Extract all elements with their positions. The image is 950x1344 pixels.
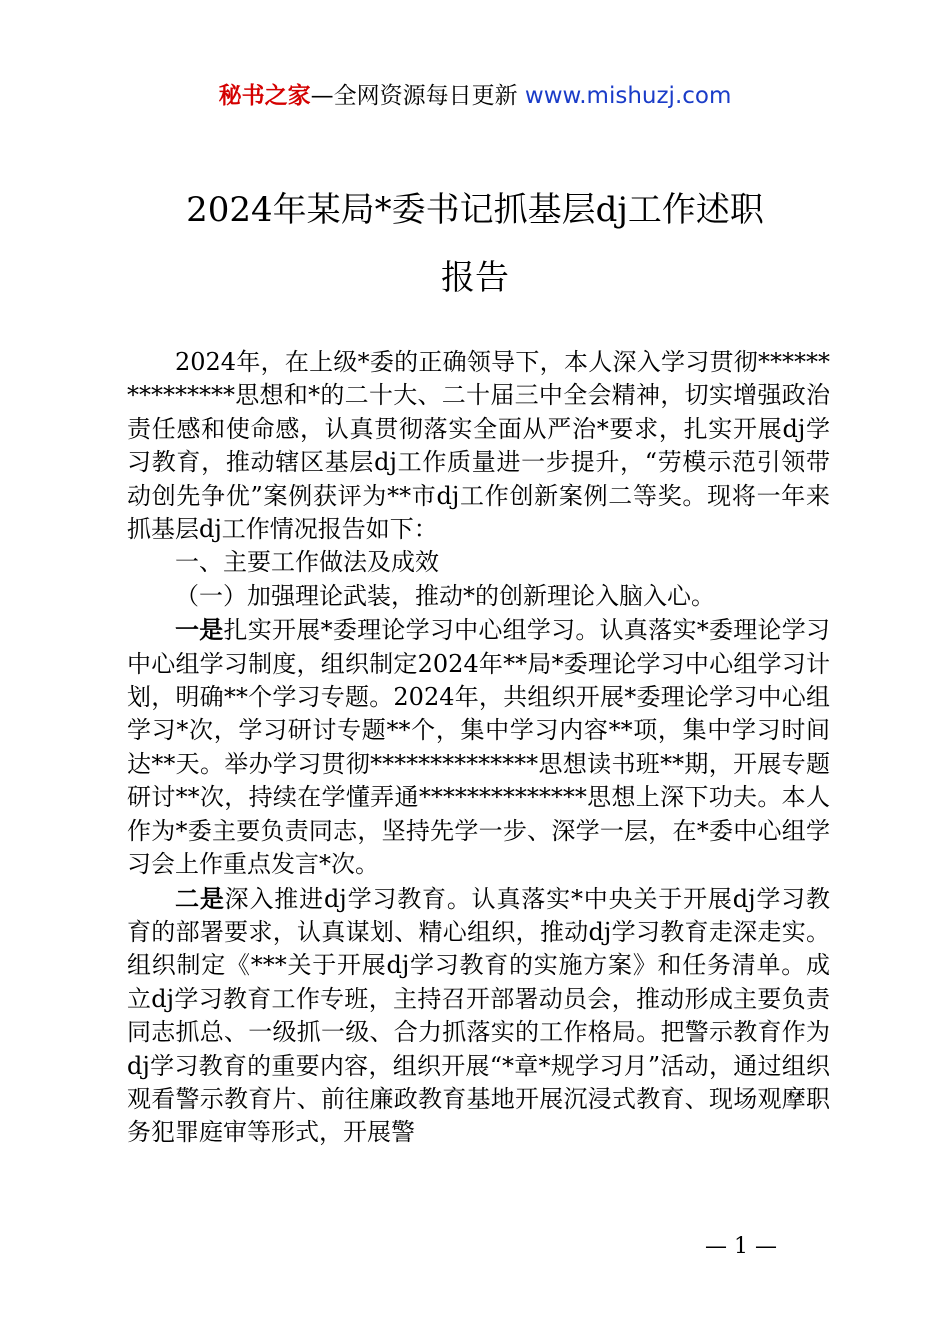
- paragraph-1: [127, 613, 830, 881]
- document-body: [127, 346, 830, 1150]
- paragraph-1-lead: 一是: [175, 615, 224, 645]
- site-url-link[interactable]: www.mishuzj.com: [524, 83, 732, 109]
- paragraph-2-lead: 二是: [175, 883, 225, 913]
- subsection-heading: （一）加强理论武装，推动*的创新理论入脑入心。: [175, 581, 715, 610]
- site-tagline: —全网资源每日更新: [310, 83, 518, 109]
- document-title-line-2: 报告: [441, 258, 509, 298]
- section-heading: 一、主要工作做法及成效: [175, 548, 439, 577]
- document-title-line-1: 2024年某局*委书记抓基层dj工作述职: [186, 190, 764, 230]
- paragraph-1-text: 扎实开展*委理论学习中心组学习。认真落实*委理论学习中心组学习制度，组织制定2024年**局*委理论学习中心组学习计划，明确**个学习专题。2024年，共组织开展*委理论学习中心组学习*次，学习研讨专题**个，集中学习内容**项，集中学习时间达**天。举办学习贯彻**************思想读书班**期，开展专题研讨**次，持续在学懂弄通**************思想上深下功夫。本人作为*委主要负责同志，坚持先学一步、深学一层，在*委中心组学习会上作重点发言*次。: [127, 616, 831, 879]
- paragraph-2-text: 深入推进dj学习教育。认真落实*中央关于开展dj学习教育的部署要求，认真谋划、精心组织，推动dj学习教育走深走实。组织制定《***关于开展dj学习教育的实施方案》和任务清单。成立dj学习教育工作专班，主持召开部署动员会，推动形成主要负责同志抓总、一级抓一级、合力抓落实的工作格局。把警示教育作为dj学习教育的重要内容，组织开展“*章*规学习月”活动，通过组织观看警示教育片、前往廉政教育基地开展沉浸式教育、现场观摩职务犯罪庭审等形式，开展警: [127, 884, 831, 1147]
- brand-name: 秘书之家: [218, 83, 311, 109]
- paragraph-2: [127, 882, 830, 1150]
- intro-paragraph: 2024年，在上级*委的正确领导下，本人深入学习贯彻***************思想和*的二十大、二十届三中全会精神，切实增强政治责任感和使命感，认真贯彻落实全面从严治*要求，扎实开展dj学习教育，推动辖区基层dj工作质量进一步提升，“劳模示范引领带动创先争优”案例获评为**市dj工作创新案例二等奖。现将一年来抓基层dj工作情况报告如下：: [127, 348, 830, 544]
- page-number: — 1 —: [705, 1234, 777, 1259]
- site-header: [0, 80, 950, 112]
